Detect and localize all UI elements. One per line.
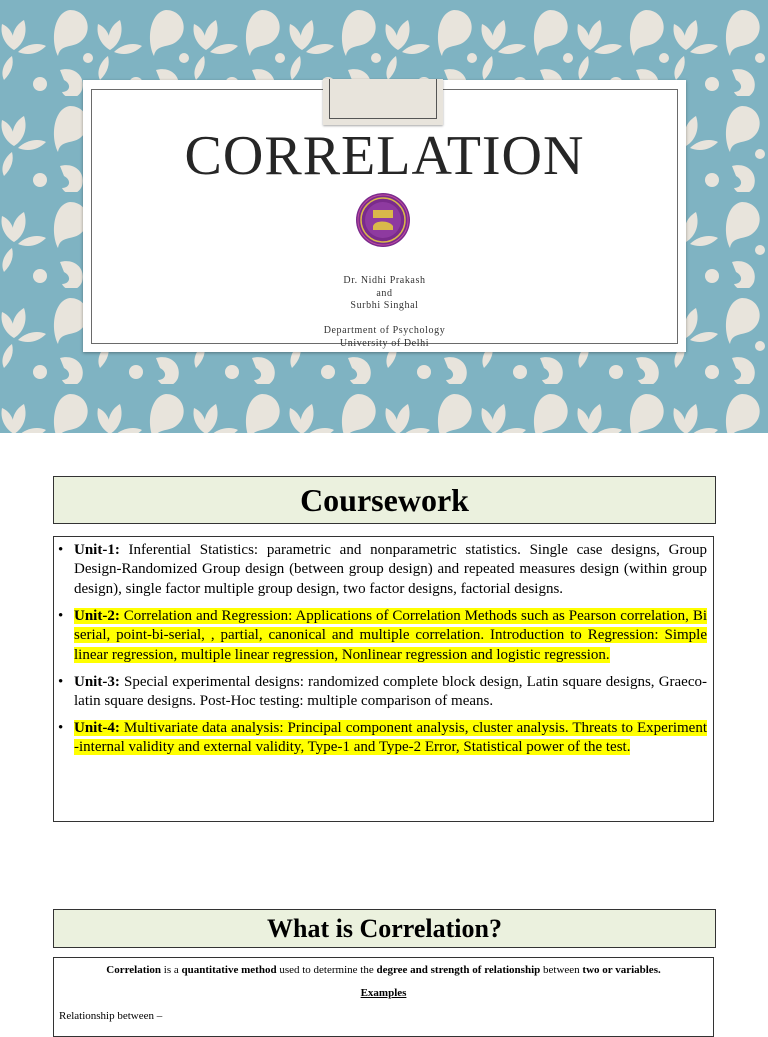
title-slide [0,0,768,433]
unit-label: Unit-3: [74,673,120,690]
unit-label: Unit-1: [74,542,120,558]
presentation-title: CORRELATION [184,125,585,187]
university-line: University of Delhi [339,337,430,349]
bullet-icon: • [58,720,64,737]
title-card [83,80,686,352]
bullet-icon: • [58,542,64,558]
examples-label: Examples [360,987,407,999]
author-block [83,275,686,350]
department-line: Department of Psychology [323,325,446,336]
unit-label: Unit-2: [74,607,120,624]
unit-text: Multivariate data analysis: Principal component analysis, cluster analysis. Threats to Experiment -internal validity and external validity, Type-1 and Type-2 Error, Statistical power of the test. [74,720,707,756]
bullet-icon: • [58,607,64,624]
definition-text: Correlation is a quantitative method used to determine the degree and strength of relationship between two or variables. [106,964,661,976]
title-card-tab [323,79,443,125]
unit-text: Correlation and Regression: Applications of Correlation Methods such as Pearson correlation, Bi serial, point-bi-serial, , partial, canonical and multiple correlation. Introduction to Regression: Simple linear regression, multiple linear regression, Nonlinear regression and logistic regression. [74,607,707,663]
coursework-heading: Coursework [53,476,716,524]
unit-item [58,719,707,758]
unit-text: Inferential Statistics: parametric and nonparametric statistics. Single case designs, Group Design-Randomized Group design (between group design) and repeated measures design (within group design), single factor multiple group design, two factor designs, factorial designs. [74,542,707,597]
unit-item [58,673,707,712]
university-seal-icon [355,192,411,248]
unit-text: Special experimental designs: randomized complete block design, Latin square designs, Graeco-latin square designs. Post-Hoc testing: multiple comparison of means. [74,673,707,710]
author-line [83,313,686,326]
coursework-content [53,536,714,822]
author-line: and [376,287,393,299]
bullet-icon: • [58,673,64,690]
unit-item [58,607,707,665]
what-is-correlation-heading: What is Correlation? [53,909,716,948]
unit-list [54,537,713,758]
relationship-text: Relationship between – [59,1010,163,1022]
unit-label: Unit-4: [74,720,120,737]
author-line: Surbhi Singhal [350,300,419,311]
unit-item [58,541,707,599]
author-line: Dr. Nidhi Prakash [343,275,426,286]
correlation-definition-content [53,957,714,1037]
